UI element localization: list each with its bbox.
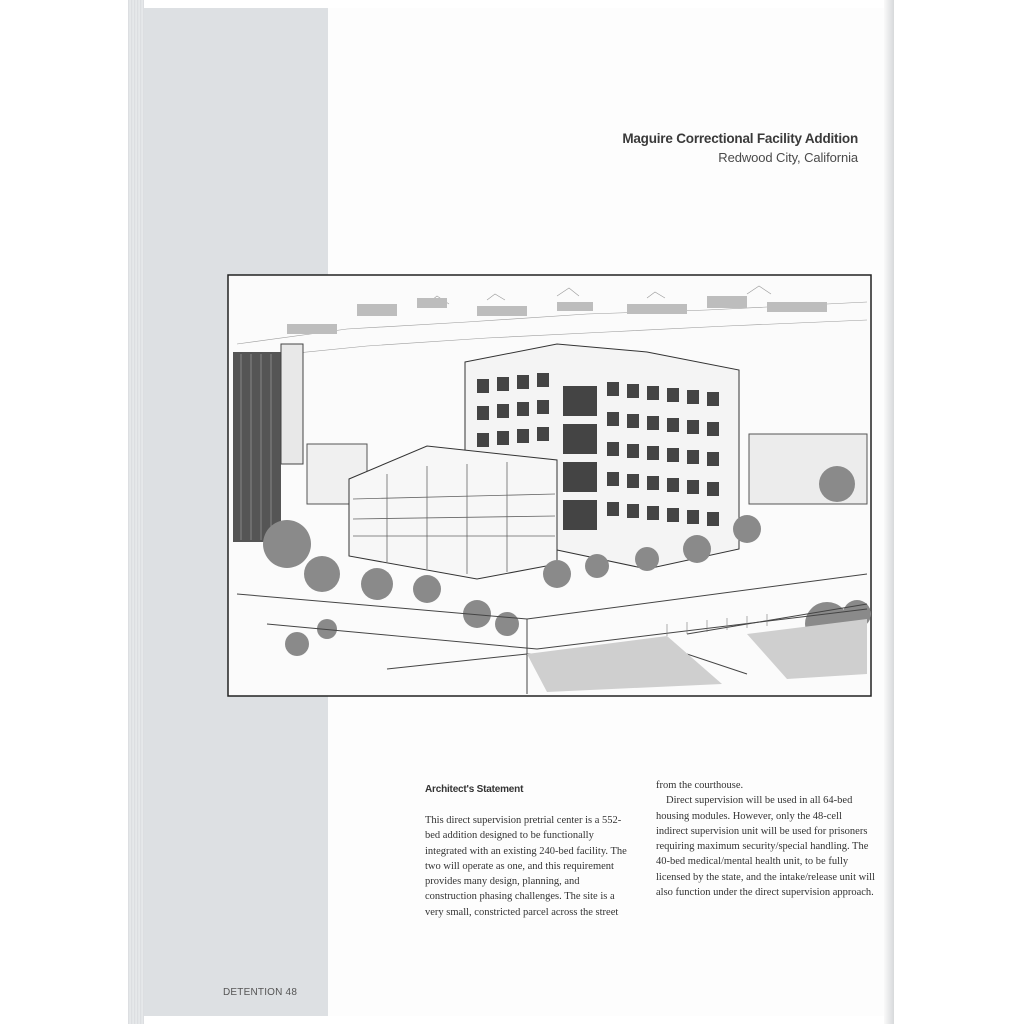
page-title: Maguire Correctional Facility Addition: [622, 131, 858, 146]
statement-column-1: [425, 813, 630, 920]
page-subtitle: Redwood City, California: [718, 150, 858, 165]
building-illustration: [227, 274, 872, 697]
page-edges: [128, 0, 144, 1024]
statement-paragraph-1: This direct supervision pretrial center is a 552-bed addition designed to be functionally integrated with an existing 240-bed facility. The two will operate as one, and this requirement provides many design, planning, and construction phasing challenges. The site is a very small, constricted parcel across the street: [425, 815, 627, 918]
page-right-edge: [884, 0, 894, 1024]
statement-paragraph-2: Direct supervision will be used in all 64-bed housing modules. However, only the 48-cell indirect supervision unit will be used for prisoners requiring maximum security/special handling. The 40-bed medical/mental health unit, to be fully licensed by the state, and the intake/release unit will also function under the direct supervision approach.: [656, 795, 875, 899]
statement-column-2: [656, 778, 876, 900]
statement-heading: Architect's Statement: [425, 784, 524, 795]
statement-continuation: from the courthouse.: [656, 780, 744, 791]
page-footer: DETENTION 48: [223, 987, 298, 998]
